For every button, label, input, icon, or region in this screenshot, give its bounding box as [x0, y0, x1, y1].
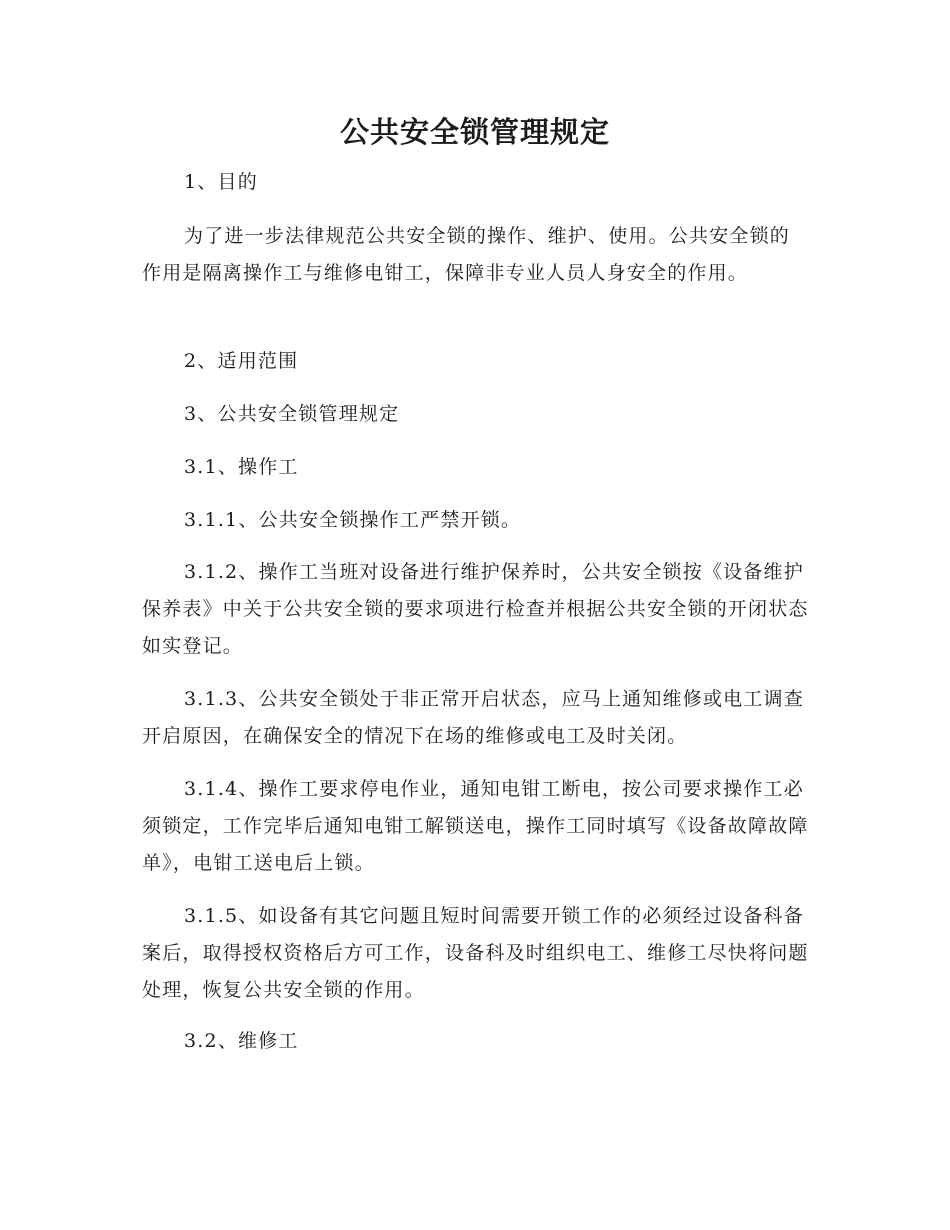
section-1-heading: 1、目的: [184, 171, 258, 193]
section-3-1-4-paragraph: 3.1.4、操作工要求停电作业，通知电钳工断电，按公司要求操作工必须锁定，工作完毕后通知电钳工解锁送电，操作工同时填写《设备故障故障单》，电钳工送电后上锁。: [142, 778, 809, 874]
section-3-heading: 3、公共安全锁管理规定: [184, 403, 400, 425]
section-3-2-heading: 3.2、维修工: [184, 1030, 299, 1052]
section-3-1-heading: 3.1、操作工: [184, 456, 299, 478]
section-2-heading: 2、适用范围: [184, 350, 299, 372]
document-title: 公共安全锁管理规定: [339, 115, 610, 149]
section-3-1-5-paragraph: 3.1.5、如设备有其它问题且短时间需要开锁工作的必须经过设备科备案后，取得授权资格后方可工作，设备科及时组织电工、维修工尽快将问题处理，恢复公共安全锁的作用。: [142, 905, 809, 1001]
section-1-paragraph: 为了进一步法律规范公共安全锁的操作、维护、使用。公共安全锁的作用是隔离操作工与维修电钳工，保障非专业人员人身安全的作用。: [142, 225, 791, 284]
section-3-1-2-paragraph: 3.1.2、操作工当班对设备进行维护保养时，公共安全锁按《设备维护保养表》中关于公共安全锁的要求项进行检查并根据公共安全锁的开闭状态如实登记。: [142, 561, 809, 657]
section-3-1-3-paragraph: 3.1.3、公共安全锁处于非正常开启状态，应马上通知维修或电工调查开启原因，在确保安全的情况下在场的维修或电工及时关闭。: [142, 688, 804, 747]
section-3-1-1-paragraph: 3.1.1、公共安全锁操作工严禁开锁。: [184, 509, 522, 531]
